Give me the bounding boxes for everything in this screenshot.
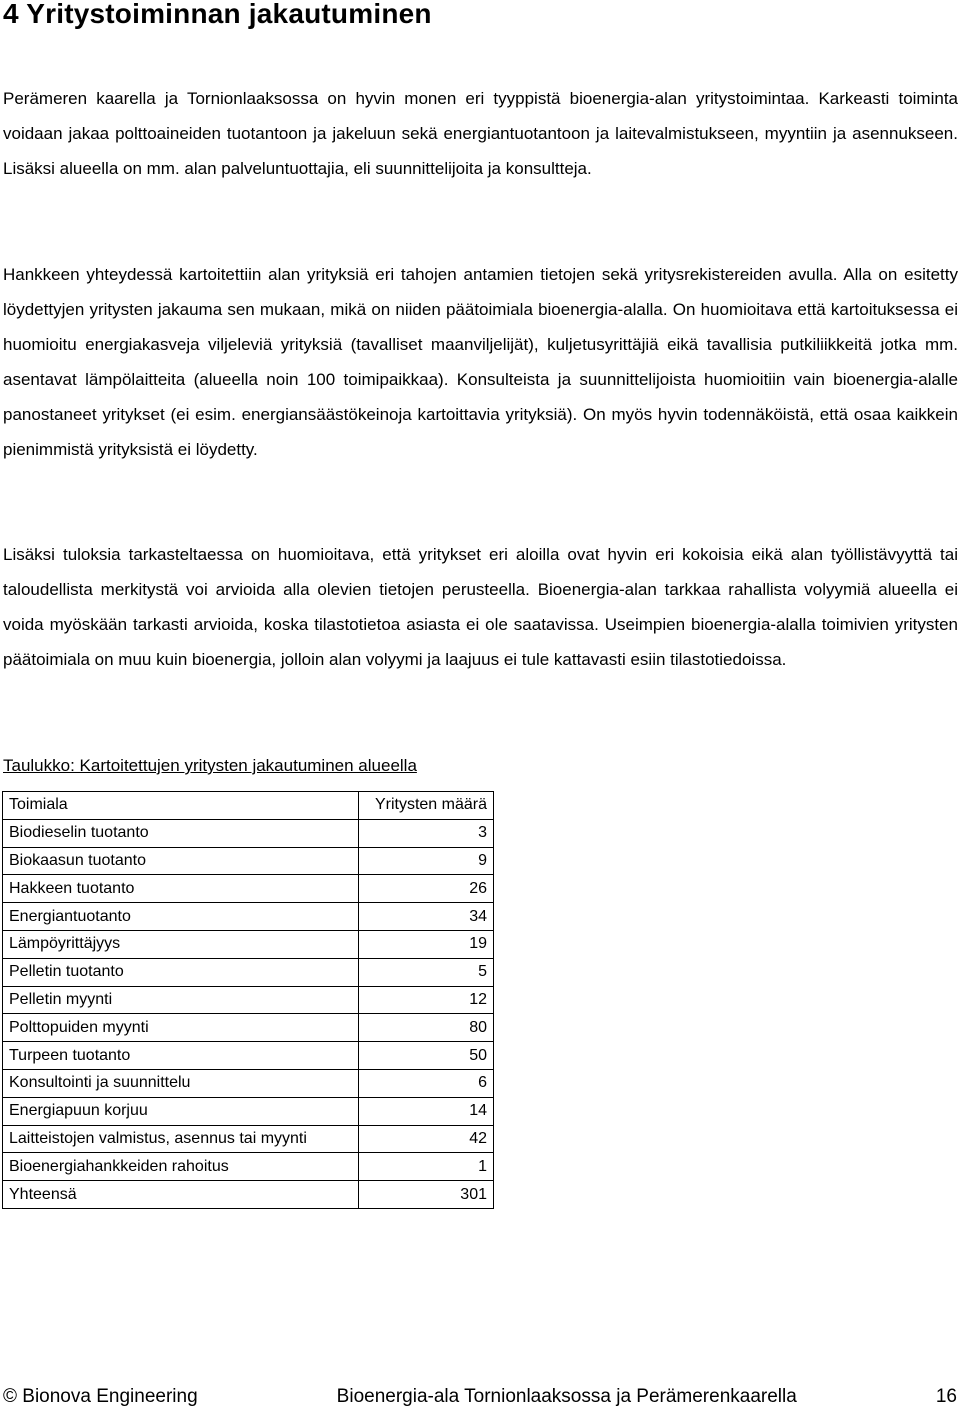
industry-cell: Laitteistojen valmistus, asennus tai myynti — [3, 1125, 359, 1153]
industry-cell: Yhteensä — [3, 1181, 359, 1209]
count-cell: 14 — [359, 1097, 494, 1125]
table-row — [3, 958, 494, 986]
footer-copyright: © Bionova Engineering — [3, 1386, 198, 1407]
count-cell: 3 — [359, 819, 494, 847]
table-row — [3, 875, 494, 903]
company-distribution-table — [2, 791, 494, 1209]
paragraph-intro: Perämeren kaarella ja Tornionlaaksossa on hyvin monen eri tyyppistä bioenergia-alan yritystoimintaa. Karkeasti toiminta voidaan jakaa polttoaineiden tuotantoon ja jakeluun sekä energiantuotantoon ja laitevalmistukseen, myyntiin ja asennukseen. Lisäksi alueella on mm. alan palveluntuottajia, eli suunnittelijoita ja konsultteja. — [3, 89, 958, 178]
count-cell: 1 — [359, 1153, 494, 1181]
table-row — [3, 903, 494, 931]
industry-cell: Lämpöyrittäjyys — [3, 930, 359, 958]
count-cell: 50 — [359, 1042, 494, 1070]
table-row — [3, 847, 494, 875]
page-number: 16 — [935, 1386, 957, 1407]
industry-cell: Energiapuun korjuu — [3, 1097, 359, 1125]
table-row — [3, 1181, 494, 1209]
industry-cell: Konsultointi ja suunnittelu — [3, 1069, 359, 1097]
table-row — [3, 1153, 494, 1181]
table-row — [3, 1097, 494, 1125]
industry-cell: Turpeen tuotanto — [3, 1042, 359, 1070]
table-row — [3, 819, 494, 847]
count-cell: 301 — [359, 1181, 494, 1209]
count-cell: 5 — [359, 958, 494, 986]
table-row — [3, 1014, 494, 1042]
footer-title: Bioenergia-ala Tornionlaaksossa ja Perämerenkaarella — [336, 1386, 797, 1407]
paragraph-results-note: Lisäksi tuloksia tarkasteltaessa on huomioitava, että yritykset eri aloilla ovat hyvin eri kokoisia eikä alan työllistävyyttä tai taloudellista merkitystä voi arvioida alla olevien tietojen perusteella. Bioenergia-alan tarkkaa rahallista volyymiä alueella ei voida myöskään tarkasti arvioida, koska tilastotietoa asiasta ei ole saatavissa. Useimpien bioenergia-alalla toimivien yritysten päätoimiala on muu kuin bioenergia, jolloin alan volyymi ja laajuus ei tule kattavasti esiin tilastotiedoissa. — [3, 545, 958, 669]
industry-cell: Biodieselin tuotanto — [3, 819, 359, 847]
table-row — [3, 1042, 494, 1070]
industry-cell: Polttopuiden myynti — [3, 1014, 359, 1042]
table-row — [3, 986, 494, 1014]
count-cell: 19 — [359, 930, 494, 958]
table-body — [3, 792, 494, 1209]
count-cell: 9 — [359, 847, 494, 875]
header-cell-industry: Toimiala — [3, 792, 359, 820]
count-cell: 12 — [359, 986, 494, 1014]
industry-cell: Pelletin tuotanto — [3, 958, 359, 986]
table-row — [3, 930, 494, 958]
table-header-row — [3, 792, 494, 820]
industry-cell: Biokaasun tuotanto — [3, 847, 359, 875]
header-cell-count: Yritysten määrä — [359, 792, 494, 820]
count-cell: 34 — [359, 903, 494, 931]
section-heading: 4 Yritystoiminnan jakautuminen — [3, 0, 432, 29]
paragraph-survey: Hankkeen yhteydessä kartoitettiin alan yrityksiä eri tahojen antamien tietojen sekä yritysrekistereiden avulla. Alla on esitetty löydettyjen yritysten jakauma sen mukaan, mikä on niiden päätoimiala bioenergia-alalla. On huomioitava että kartoituksessa ei huomioitu energiakasveja viljeleviä yrityksiä (tavalliset maanviljelijät), kuljetusyrittäjiä eikä tavallisia putkiliikkeitä jotka mm. asentavat lämpölaitteita (alueella noin 100 toimipaikkaa). Konsulteista ja suunnittelijoista huomioitiin vain bioenergia-alalle panostaneet yritykset (ei esim. energiansäästökeinoja kartoittavia yrityksiä). On myös hyvin todennäköistä, että osaa kaikkein pienimmistä yrityksistä ei löydetty. — [3, 265, 958, 459]
count-cell: 6 — [359, 1069, 494, 1097]
count-cell: 80 — [359, 1014, 494, 1042]
industry-cell: Pelletin myynti — [3, 986, 359, 1014]
table-row — [3, 1069, 494, 1097]
table-caption: Taulukko: Kartoitettujen yritysten jakautuminen alueella — [3, 756, 417, 775]
industry-cell: Bioenergiahankkeiden rahoitus — [3, 1153, 359, 1181]
page-footer — [3, 1384, 957, 1410]
industry-cell: Energiantuotanto — [3, 903, 359, 931]
industry-cell: Hakkeen tuotanto — [3, 875, 359, 903]
count-cell: 42 — [359, 1125, 494, 1153]
table-row — [3, 1125, 494, 1153]
count-cell: 26 — [359, 875, 494, 903]
